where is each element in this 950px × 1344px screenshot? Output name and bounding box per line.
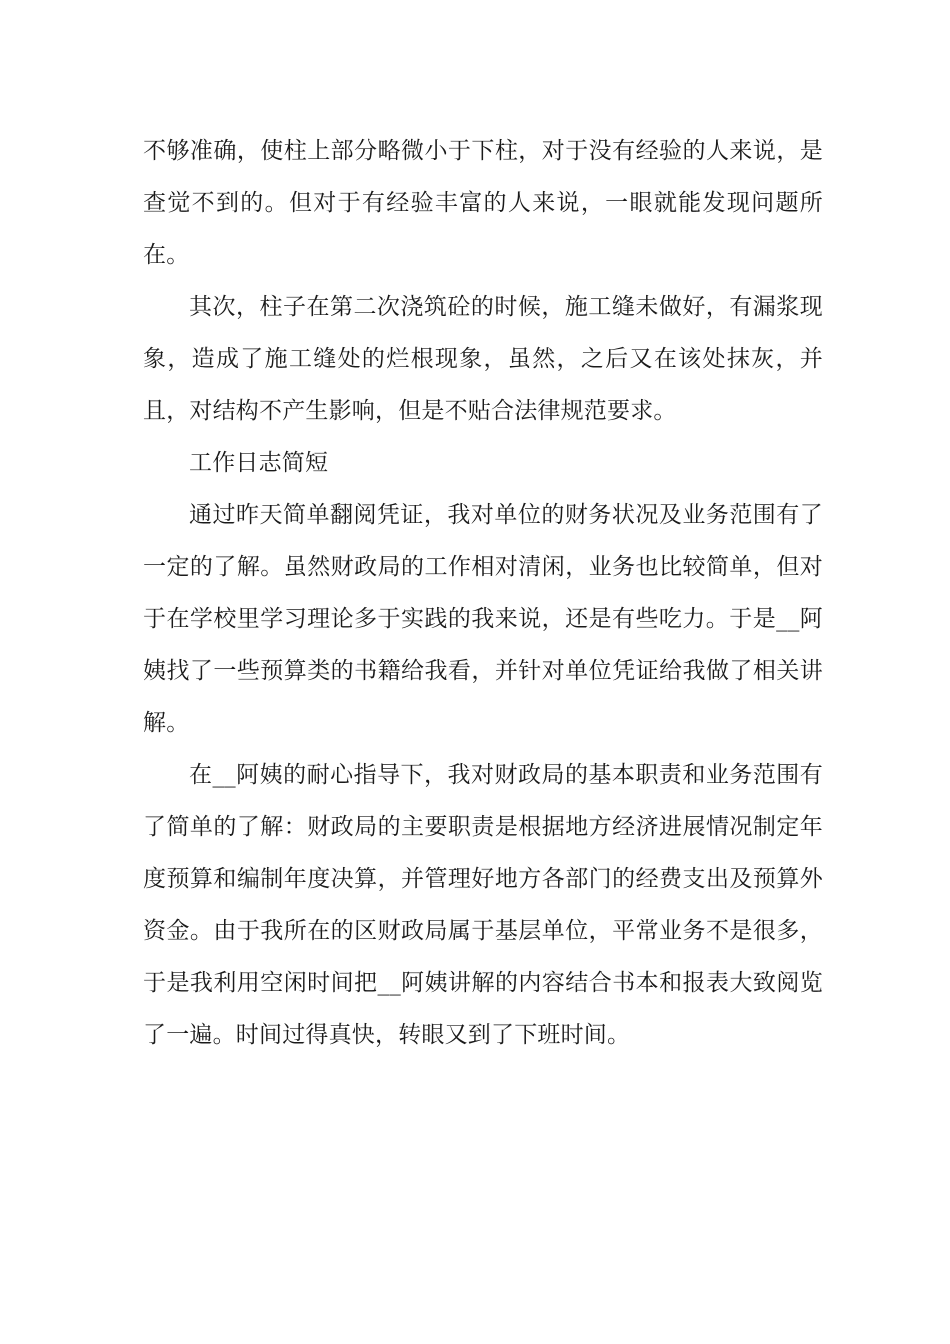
paragraph-construction-joint: 其次，柱子在第二次浇筑砼的时候，施工缝未做好，有漏浆现象，造成了施工缝处的烂根现象，虽然，之后又在该处抹灰，并且，对结构不产生影响，但是不贴合法律规范要求。: [143, 294, 823, 424]
paragraph-vouchers: 通过昨天简单翻阅凭证，我对单位的财务状况及业务范围有了一定的了解。虽然财政局的工作相对清闲，业务也比较简单，但对于在学校里学习理论多于实践的我来说，还是有些吃力。于是__阿姨找了一些预算类的书籍给我看，并针对单位凭证给我做了相关讲解。: [143, 502, 823, 736]
document-body: [143, 125, 823, 1061]
section-heading: 工作日志简短: [189, 450, 329, 476]
paragraph-finance-bureau: 在__阿姨的耐心指导下，我对财政局的基本职责和业务范围有了简单的了解：财政局的主要职责是根据地方经济进展情况制定年度预算和编制年度决算，并管理好地方各部门的经费支出及预算外资金。由于我所在的区财政局属于基层单位，平常业务不是很多，于是我利用空闲时间把__阿姨讲解的内容结合书本和报表大致阅览了一遍。时间过得真快，转眼又到了下班时间。: [143, 762, 823, 1048]
paragraph-continuation: 不够准确，使柱上部分略微小于下柱，对于没有经验的人来说，是查觉不到的。但对于有经验丰富的人来说，一眼就能发现问题所在。: [143, 138, 823, 268]
